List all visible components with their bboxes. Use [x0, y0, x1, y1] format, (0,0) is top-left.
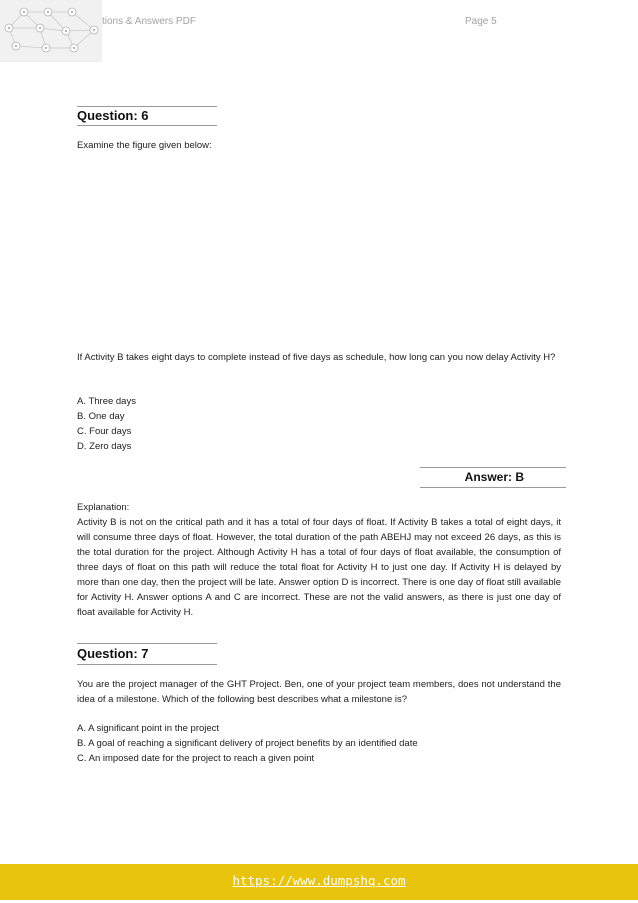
question-6-option-d: D. Zero days — [77, 441, 132, 452]
question-6-option-c: C. Four days — [77, 426, 132, 437]
page-number: Page 5 — [465, 16, 497, 27]
question-6-prompt: Examine the figure given below: — [77, 140, 212, 151]
question-7-bottom-rule — [77, 664, 217, 665]
footer-bar — [0, 864, 638, 900]
question-7-option-c: C. An imposed date for the project to reach a given point — [77, 753, 315, 764]
network-diagram-logo — [0, 0, 102, 62]
question-6-bottom-rule — [77, 125, 217, 126]
question-7-option-b: B. A goal of reaching a significant delivery of project benefits by an identified date — [77, 738, 418, 749]
question-6-top-rule — [77, 106, 217, 107]
question-6-body: If Activity B takes eight days to complete instead of five days as schedule, how long can you now delay Activity H? — [77, 352, 556, 363]
question-6-title: Question: 6 — [77, 108, 149, 123]
header-title: tions & Answers PDF — [102, 16, 196, 27]
question-6-option-a: A. Three days — [77, 396, 136, 407]
question-7-top-rule — [77, 643, 217, 644]
question-7-title: Question: 7 — [77, 646, 149, 661]
question-7-body: You are the project manager of the GHT Project. Ben, one of your project team members, does not understand the idea of a milestone. Which of the following best describes what a milestone is? — [77, 679, 561, 705]
explanation-text: Activity B is not on the critical path and it has a total of four days of float. If Activity B takes a total of eight days, it will consume three days of float. However, the total duration of the path ABEHJ may not exceed 26 days, as this is the total duration for the project. Although Activity H has a total of four days of float available, the consumption of three days of float on this path will reduce the total float for Activity H to just one day. If Activity H is delayed by more than one day, then the project will be late. Answer option D is incorrect. There is one day of float still available for Activity H. Answer options A and C are incorrect. These are not the valid answers, as there is just one day of float available for Activity H. — [77, 517, 561, 618]
answer-bottom-rule — [420, 487, 566, 488]
answer-top-rule — [420, 467, 566, 468]
answer-label: Answer: B — [464, 470, 524, 484]
question-6-option-b: B. One day — [77, 411, 125, 422]
explanation-label: Explanation: — [77, 502, 130, 513]
footer-link[interactable]: https://www.dumpshq.com — [232, 873, 406, 888]
question-7-option-a: A. A significant point in the project — [77, 723, 220, 734]
network-diagram-icon — [0, 0, 102, 62]
